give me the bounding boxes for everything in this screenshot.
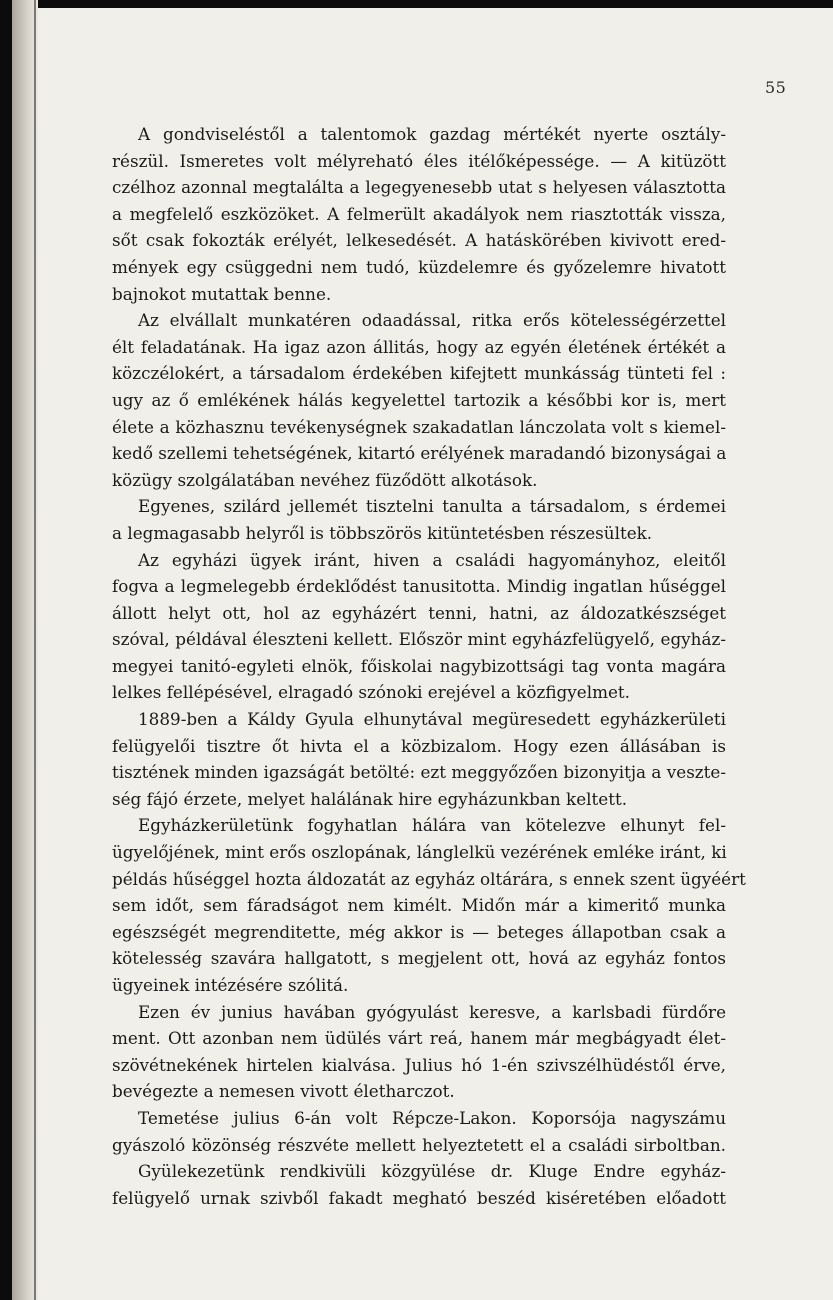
text-line: Az egyházi ügyek iránt, hiven a családi hagyományhoz, eleitől: [138, 549, 726, 570]
text-line: a megfelelő eszközöket. A felmerült akadályok nem riasztották vissza,: [112, 203, 726, 224]
text-line: mények egy csüggedni nem tudó, küzdelemre és győzelemre hivatott: [112, 256, 726, 277]
text-line: gyászoló közönség részvéte mellett helyeztetett el a családi sirboltban.: [112, 1134, 726, 1155]
text-line: szóval, példával éleszteni kellett. Először mint egyházfelügyelő, egyház-: [112, 629, 726, 650]
text-line: felügyelői tisztre őt hivta el a közbizalom. Hogy ezen állásában is: [112, 735, 726, 756]
text-line: részül. Ismeretes volt mélyreható éles itélőképessége. — A kitüzött: [112, 150, 726, 171]
text-line: ment. Ott azonban nem üdülés várt reá, hanem már megbágyadt élet-: [112, 1028, 726, 1049]
text-line: ugy az ő emlékének hálás kegyelettel tartozik a későbbi kor is, mert: [112, 389, 726, 410]
text-line: ügyeinek intézésére szólitá.: [112, 975, 349, 995]
text-line: bajnokot mutattak benne.: [112, 283, 332, 304]
text-line: Ezen év junius havában gyógyulást keresve, a karlsbadi fürdőre: [138, 1001, 726, 1022]
text-line: bevégezte a nemesen vivott életharczot.: [112, 1081, 455, 1102]
text-line: Egyházkerületünk fogyhatlan hálára van kötelezve elhunyt fel-: [138, 815, 726, 836]
text-line: kedő szellemi tehetségének, kitartó erélyének maradandó bizonyságai a: [112, 443, 727, 464]
scan-left-edge: [0, 0, 12, 1300]
text-line: tisztének minden igazságát betölté: ezt meggyőzően bizonyitja a veszte-: [112, 762, 726, 783]
text-line: élete a közhasznu tevékenységnek szakadatlan lánczolata volt s kiemel-: [112, 416, 726, 437]
text-line: szövétnekének hirtelen kialvása. Julius hó 1-én szivszélhüdéstől érve,: [112, 1054, 726, 1075]
text-line: Temetése julius 6-án volt Répcze-Lakon. Koporsója nagyszámu: [138, 1107, 726, 1128]
text-line: kötelesség szavára hallgatott, s megjelent ott, hová az egyház fontos: [112, 948, 726, 969]
text-line: Gyülekezetünk rendkivüli közgyülése dr. Kluge Endre egyház-: [138, 1161, 726, 1182]
text-line: ügyelőjének, mint erős oszlopának, lánglelkü vezérének emléke iránt, ki: [112, 842, 727, 863]
text-line: 1889-ben a Káldy Gyula elhunytával megüresedett egyházkerületi: [138, 709, 726, 730]
text-line: közügy szolgálatában nevéhez füződött alkotások.: [112, 469, 538, 490]
text-line: sem időt, sem fáradságot nem kimélt. Midőn már a kimeritő munka: [112, 895, 726, 916]
text-line: A gondviseléstől a talentomok gazdag mértékét nyerte osztály-: [138, 124, 726, 144]
text-line: egészségét megrenditette, még akkor is — beteges állapotban csak a: [112, 921, 726, 942]
text-line: ség fájó érzete, melyet halálának hire egyházunkban keltett.: [112, 788, 628, 809]
text-line: sőt csak fokozták erélyét, lelkesedését. A hatáskörében kivivott ered-: [112, 230, 726, 251]
page-number: 55: [765, 78, 787, 97]
text-line: Egyenes, szilárd jellemét tisztelni tanulta a társadalom, s érdemei: [138, 496, 726, 517]
text-line: élt feladatának. Ha igaz azon állitás, hogy az egyén életének értékét a: [112, 336, 726, 357]
gutter-fold-line: [34, 0, 36, 1300]
text-line: közczélokért, a társadalom érdekében kifejtett munkásság tünteti fel :: [112, 363, 726, 384]
text-line: állott helyt ott, hol az egyházért tenni, hatni, az áldozatkészséget: [112, 602, 726, 623]
text-line: czélhoz azonnal megtalálta a legegyenesebb utat s helyesen választotta: [112, 177, 726, 198]
text-line: megyei tanitó-egyleti elnök, főiskolai nagybizottsági tag vonta magára: [112, 655, 726, 676]
text-line: felügyelő urnak szivből fakadt megható beszéd kiséretében előadott: [112, 1187, 726, 1208]
body-text: [112, 121, 746, 1211]
text-line: példás hűséggel hozta áldozatát az egyház oltárára, s ennek szent ügyéért: [112, 868, 746, 889]
text-line: Az elvállalt munkatéren odaadással, ritka erős kötelességérzettel: [138, 310, 726, 331]
text-line: fogva a legmelegebb érdeklődést tanusitotta. Mindig ingatlan hűséggel: [112, 576, 726, 597]
text-line: a legmagasabb helyről is többszörös kitüntetésben részesültek.: [112, 522, 653, 543]
scan-top-edge: [0, 0, 833, 8]
text-line: lelkes fellépésével, elragadó szónoki erejével a közfigyelmet.: [112, 682, 630, 703]
